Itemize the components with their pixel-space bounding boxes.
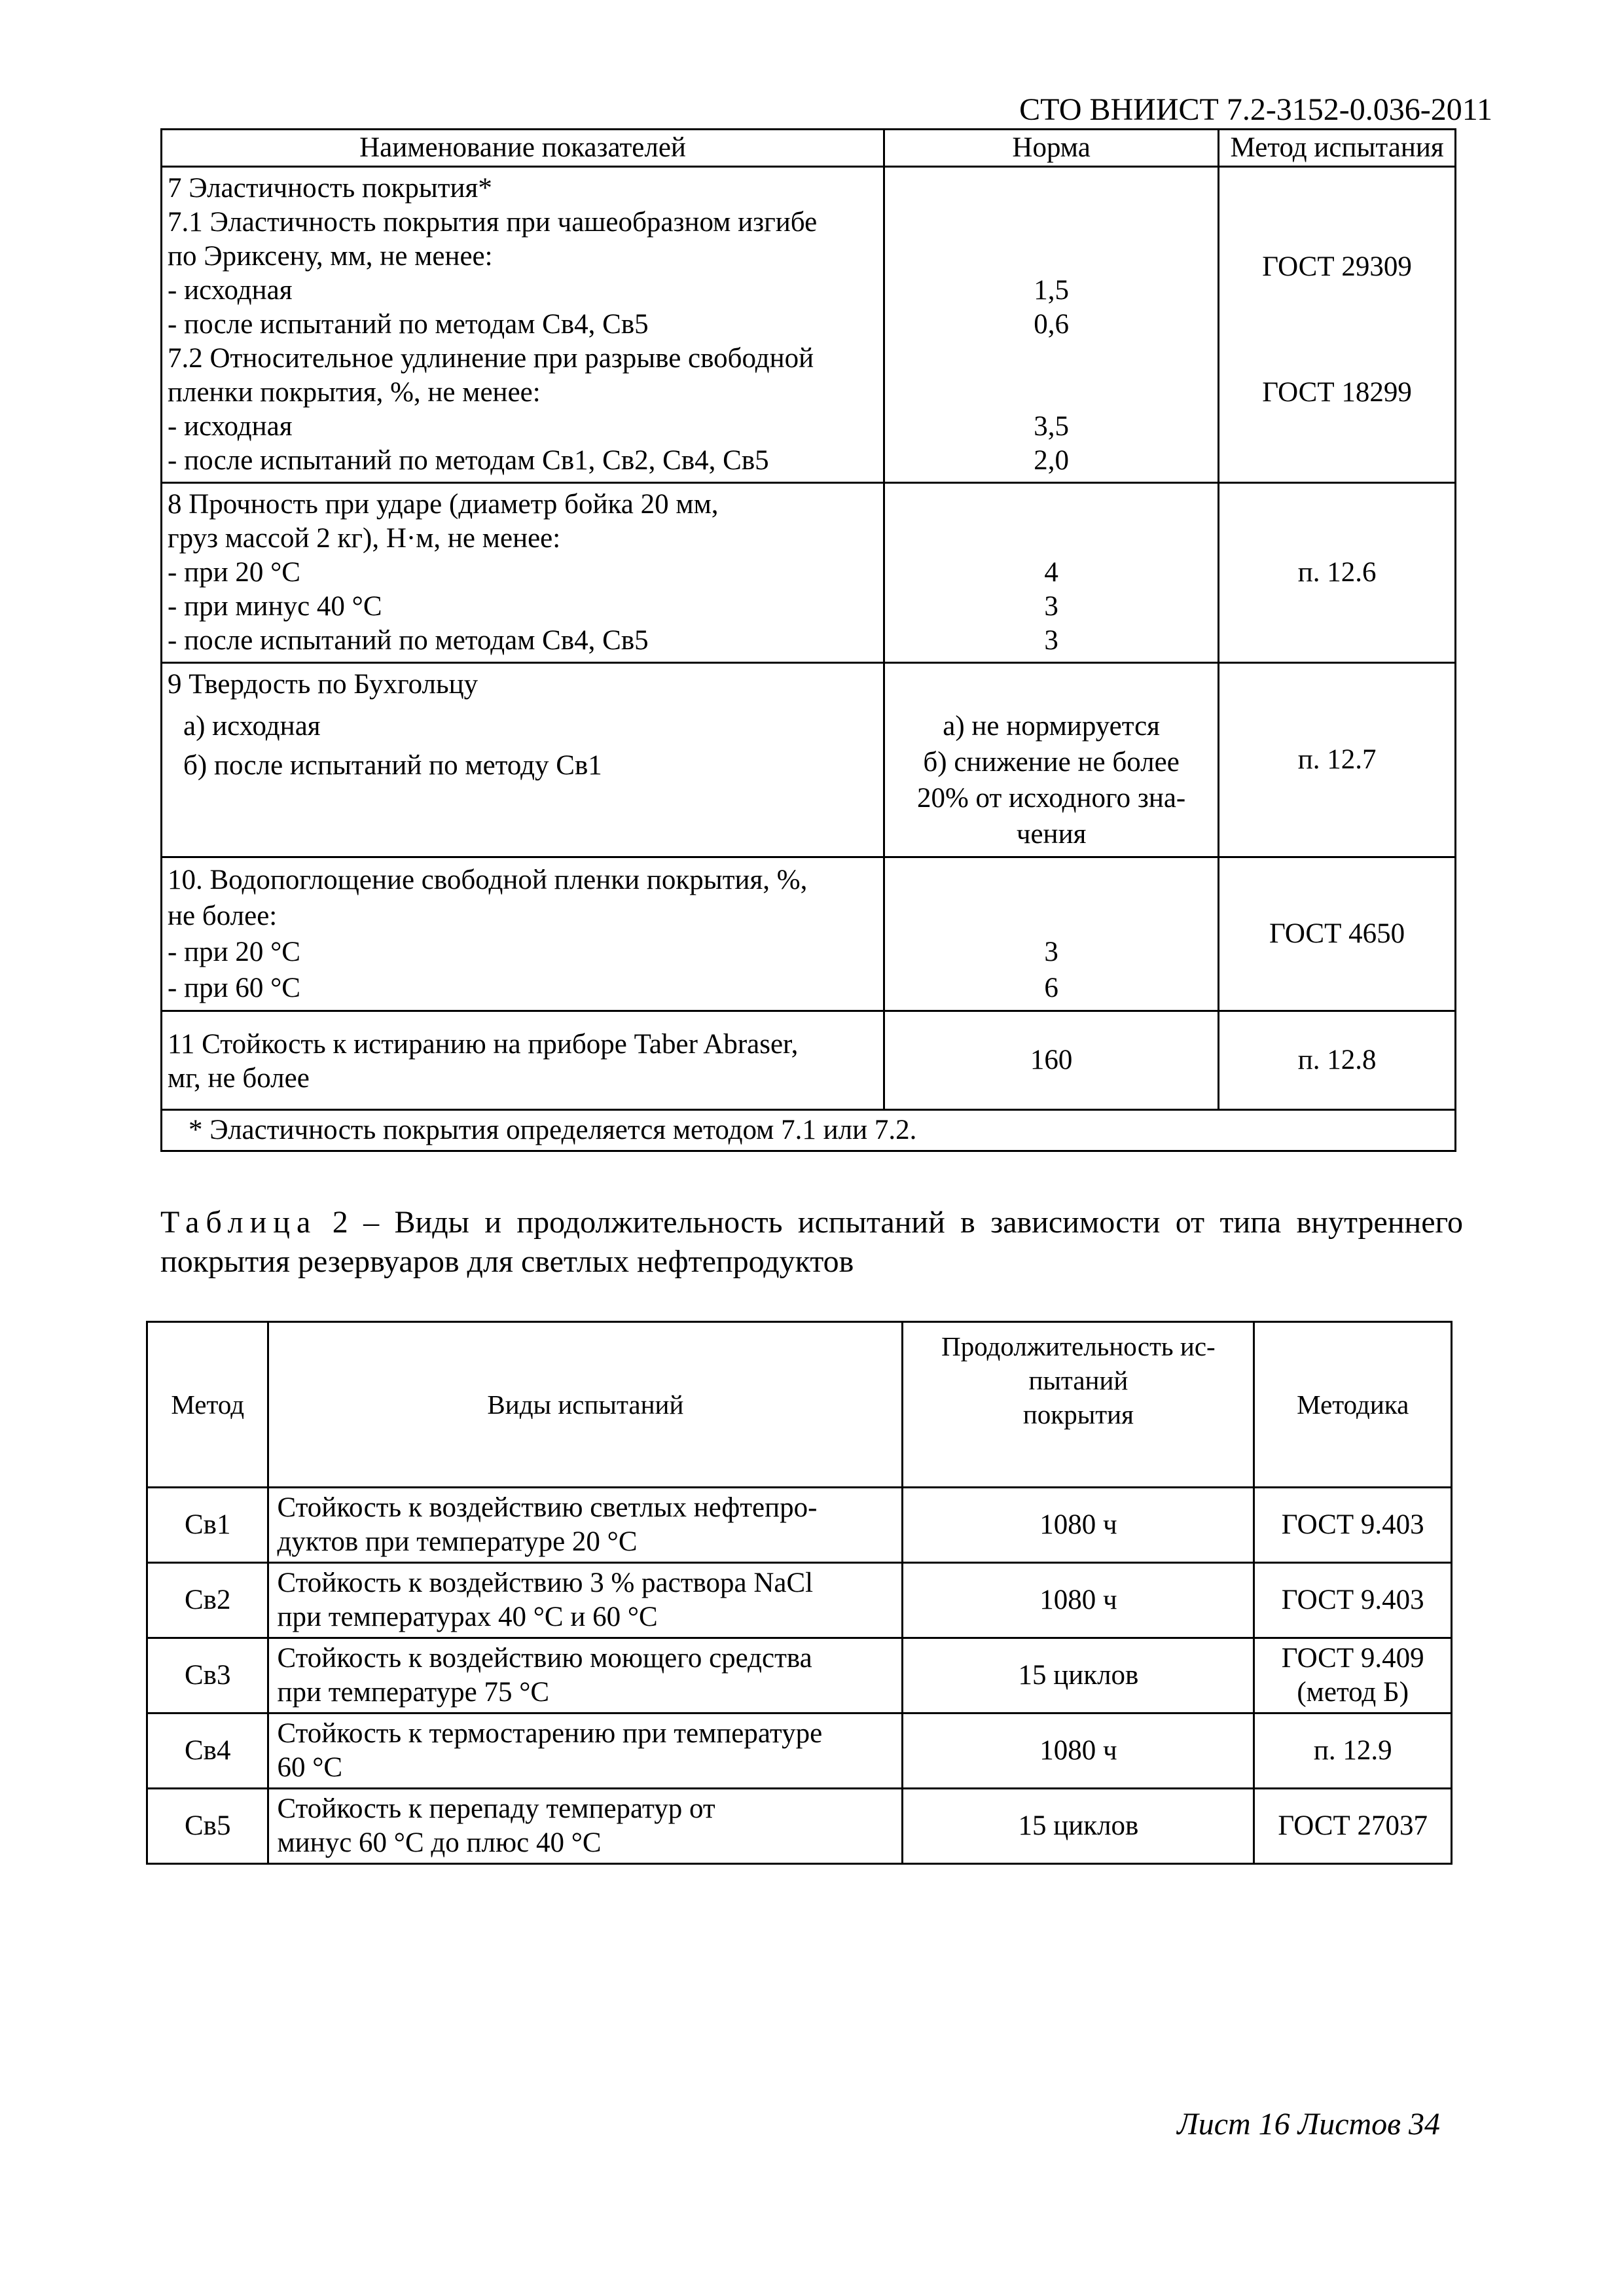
indicator-name-cell: 11 Стойкость к истиранию на приборе Taber Abraser, мг, не более <box>162 1011 884 1110</box>
table-row <box>162 663 1456 857</box>
table-row <box>147 1789 1452 1864</box>
document-code: СТО ВНИИСТ 7.2-3152-0.036-2011 <box>1019 92 1492 127</box>
properties-table <box>160 128 1456 1152</box>
table2-caption <box>160 1203 1463 1282</box>
tests-table <box>146 1321 1453 1865</box>
page-number <box>1047 2106 1440 2142</box>
test-procedure: п. 12.9 <box>1254 1713 1452 1789</box>
indicator-name-cell: 10. Водопоглощение свободной пленки покрытия, %, не более: - при 20 °С - при 60 °С <box>162 857 884 1011</box>
test-procedure: ГОСТ 9.409 (метод Б) <box>1254 1638 1452 1713</box>
test-procedure: ГОСТ 27037 <box>1254 1789 1452 1864</box>
caption-text: 2 – Виды и продолжительность испытаний в зависимости от типа внутреннего покрытия резервуаров для светлых нефтепродуктов <box>160 1205 1464 1279</box>
table-row <box>162 167 1456 483</box>
norm-cell: а) не нормируется б) снижение не более 20% от исходного зна- чения <box>884 663 1219 857</box>
indicator-name-cell: 8 Прочность при ударе (диаметр бойка 20 мм, груз массой 2 кг), Н·м, не менее: - при 20 °С - при минус 40 °С - после испытаний по методам Св4, Св5 <box>162 483 884 663</box>
norm-cell: 3 6 <box>884 857 1219 1011</box>
table-row <box>147 1638 1452 1713</box>
caption-label: Таблица <box>160 1205 317 1240</box>
header-indicator-name: Наименование показателей <box>162 130 884 167</box>
table-row <box>147 1563 1452 1638</box>
table-row <box>162 857 1456 1011</box>
header-duration: Продолжительность ис- пытаний покрытия <box>903 1322 1254 1488</box>
test-description: Стойкость к перепаду температур от минус 60 °С до плюс 40 °С <box>268 1789 903 1864</box>
method-code: Св5 <box>147 1789 268 1864</box>
table-row <box>147 1488 1452 1563</box>
table-row <box>162 483 1456 663</box>
method-cell: ГОСТ 4650 <box>1219 857 1456 1011</box>
header-procedure: Методика <box>1254 1322 1452 1488</box>
header-method: Метод <box>147 1322 268 1488</box>
method-code: Св4 <box>147 1713 268 1789</box>
method-cell: п. 12.8 <box>1219 1011 1456 1110</box>
norm-cell: 1,5 0,6 3,5 2,0 <box>884 167 1219 483</box>
indicator-name-cell: 7 Эластичность покрытия* 7.1 Эластичность покрытия при чашеобразном изгибе по Эриксену, мм, не менее: - исходная - после испытаний по методам Св4, Св5 7.2 Относительное удлинение при разрыве свободной пленки покрытия, %, не менее: - исходная - после испытаний по методам Св1, Св2, Св4, Св5 <box>162 167 884 483</box>
test-duration: 15 циклов <box>903 1789 1254 1864</box>
table-header-row <box>162 130 1456 167</box>
test-procedure: ГОСТ 9.403 <box>1254 1563 1452 1638</box>
table-header-row <box>147 1322 1452 1488</box>
header-test-method: Метод испытания <box>1219 130 1456 167</box>
footnote-row <box>162 1110 1456 1151</box>
method-cell: ГОСТ 29309 ГОСТ 18299 <box>1219 167 1456 483</box>
table-row <box>147 1713 1452 1789</box>
test-description: Стойкость к воздействию моющего средства при температуре 75 °С <box>268 1638 903 1713</box>
test-duration: 15 циклов <box>903 1638 1254 1713</box>
method-code: Св1 <box>147 1488 268 1563</box>
header-norm: Норма <box>884 130 1219 167</box>
test-duration: 1080 ч <box>903 1563 1254 1638</box>
method-code: Св2 <box>147 1563 268 1638</box>
table-row <box>162 1011 1456 1110</box>
footnote: * Эластичность покрытия определяется методом 7.1 или 7.2. <box>162 1110 1456 1151</box>
sheets-total: Листов 34 <box>1297 2107 1440 2142</box>
indicator-name-cell: 9 Твердость по Бухгольцу а) исходная б) после испытаний по методу Св1 <box>162 663 884 857</box>
test-description: Стойкость к воздействию 3 % раствора NaCl при температурах 40 °С и 60 °С <box>268 1563 903 1638</box>
test-duration: 1080 ч <box>903 1713 1254 1789</box>
method-cell: п. 12.7 <box>1219 663 1456 857</box>
method-cell: п. 12.6 <box>1219 483 1456 663</box>
header-test-type: Виды испытаний <box>268 1322 903 1488</box>
method-code: Св3 <box>147 1638 268 1713</box>
norm-cell: 160 <box>884 1011 1219 1110</box>
norm-cell: 4 3 3 <box>884 483 1219 663</box>
test-duration: 1080 ч <box>903 1488 1254 1563</box>
test-description: Стойкость к термостарению при температуре 60 °С <box>268 1713 903 1789</box>
test-procedure: ГОСТ 9.403 <box>1254 1488 1452 1563</box>
test-description: Стойкость к воздействию светлых нефтепро- дуктов при температуре 20 °С <box>268 1488 903 1563</box>
sheet-number: Лист 16 <box>1177 2107 1290 2142</box>
